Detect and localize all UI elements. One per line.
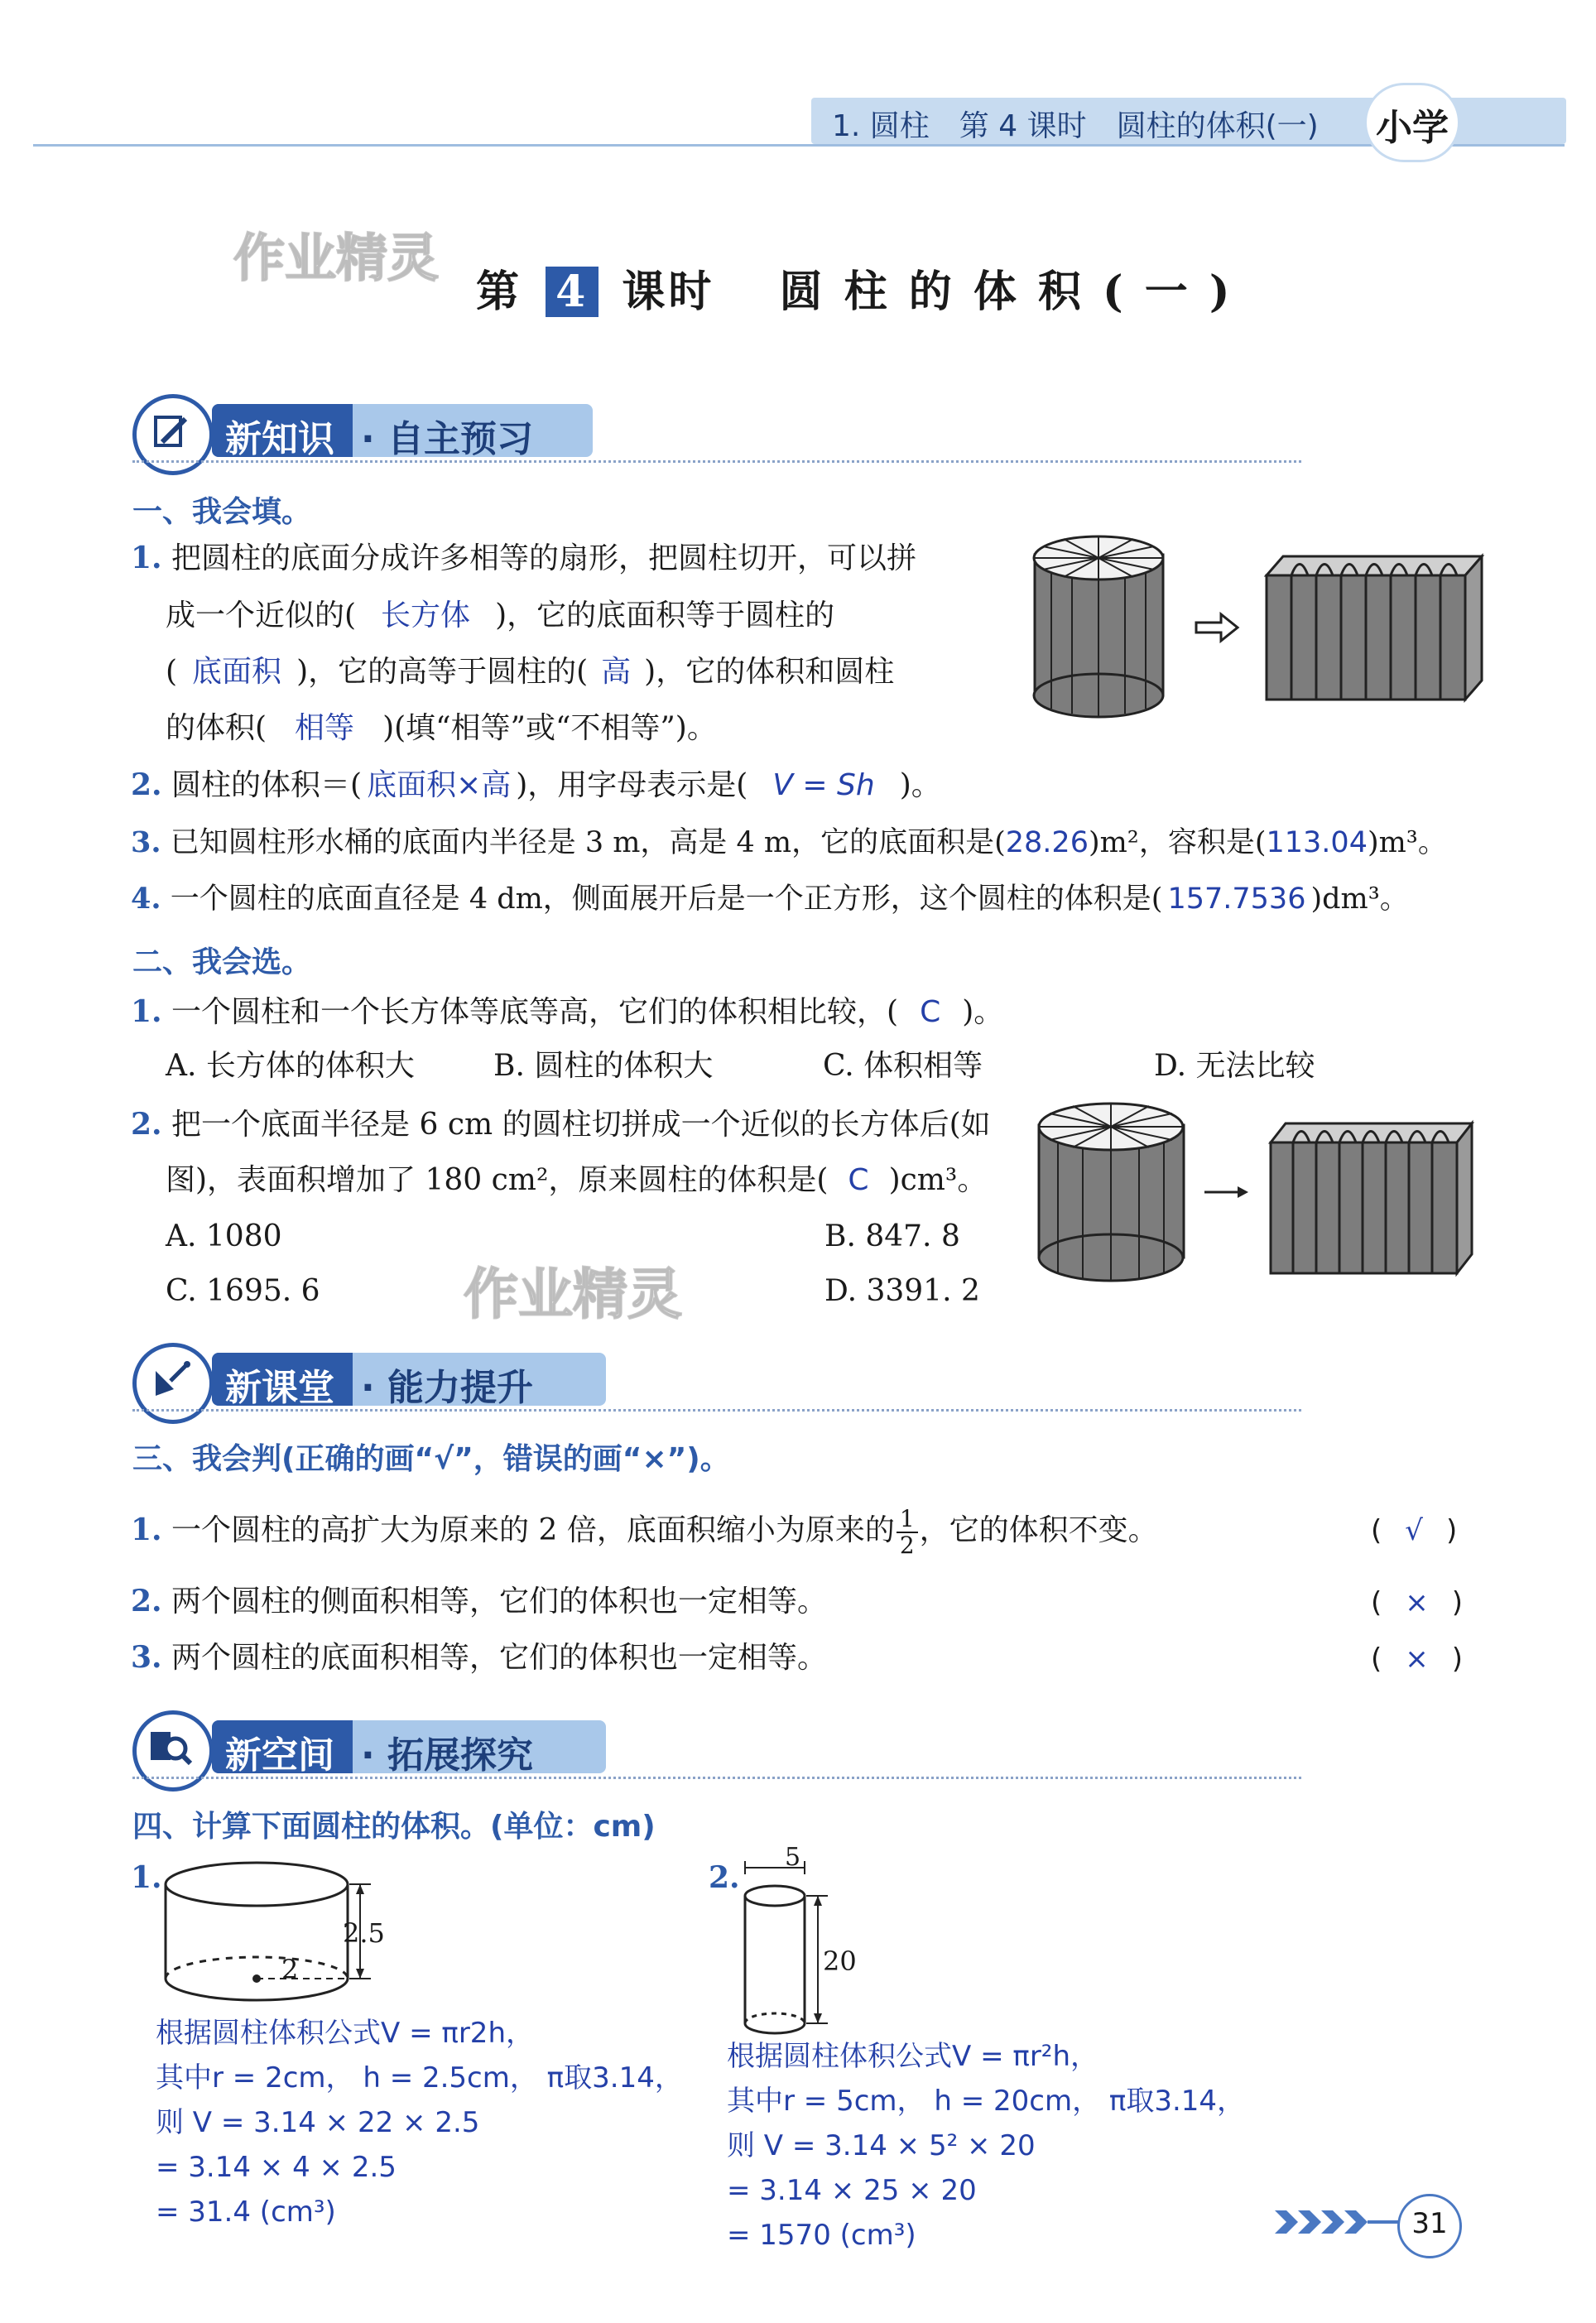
q-num: 2. [131,1584,162,1618]
q-text: 两个圆柱的底面积相等，它们的体积也一定相等。 [171,1641,828,1675]
p4-q2-num: 2. [709,1860,740,1895]
arrow-icon [1204,1186,1248,1198]
q-num: 1. [131,541,162,575]
prism-drawing [1267,556,1482,700]
p4-q2-solution-1: 根据圆柱体积公式V = πr²h， [727,2040,1098,2073]
answer: × [1405,1586,1429,1619]
answer: 157.7536 [1167,883,1306,916]
cylinder-cut-figure-1 [1026,530,1490,720]
q-text: 图)，表面积增加了 180 cm²，原来圆柱的体积是( [166,1163,829,1197]
q-text: 一个圆柱的底面直径是 4 dm，侧面展开后是一个正方形，这个圆柱的体积是( [170,883,1163,916]
answer: 底面积 [192,655,282,689]
part4-heading: 四、计算下面圆柱的体积。(单位：cm) [132,1810,656,1844]
p4-q2-solution-5: = 1570 (cm³) [727,2219,916,2252]
q-text: )m²，容积是( [1088,826,1267,859]
p4-q1-solution-3: 则 V = 3.14 × 22 × 2.5 [156,2106,480,2139]
banner-subtitle: · 拓展探究 [361,1734,534,1777]
p3-q2 [131,1581,827,1622]
p4-q1-solution-5: = 31.4 (cm³) [156,2196,336,2229]
p2-q1-option-a: A. 长方体的体积大 [166,1049,415,1083]
fraction-denominator: 2 [899,1532,915,1559]
p1-q1-line1 [131,538,916,579]
q-text: )dm³。 [1310,883,1409,916]
answer: C [920,995,941,1029]
watermark: 作业精灵 [233,228,440,288]
answer: 底面积×高 [367,768,512,802]
p2-q1-option-b: B. 圆柱的体积大 [493,1049,714,1083]
answer: V = Sh [772,768,875,802]
p1-q3 [131,823,1447,863]
cylinder-drawing [1034,536,1163,717]
p2-q1 [131,992,1003,1032]
q-text: 圆柱的体积＝( [171,768,363,802]
p2-q2-line2 [166,1161,987,1200]
p4-q2-diameter-label: 5 [785,1843,801,1872]
answer: 相等 [295,711,355,745]
title-number: 4 [546,267,598,317]
p1-q1-line2 [166,596,834,636]
fraction-numerator: 1 [897,1507,918,1533]
q-text: 已知圆柱形水桶的底面内半径是 3 m，高是 4 m，它的底面积是( [170,826,1006,859]
lesson-title [476,257,1233,319]
p4-q2-solution-4: = 3.14 × 25 × 20 [727,2174,977,2207]
p3-q3-judge: ( × ) [1371,1642,1464,1676]
section-banner-2 [132,1338,613,1421]
p2-q2-option-d: D. 3391. 2 [824,1274,980,1308]
answer: 113.04 [1266,826,1368,859]
section-banner-1 [132,389,596,472]
p2-q1-option-d: D. 无法比较 [1154,1049,1315,1083]
q-num: 2. [131,767,162,802]
magnifier-icon [147,1725,194,1770]
cylinder-drawing [1039,1104,1184,1281]
q-text: 的体积( [166,711,267,745]
q-num: 3. [131,1640,162,1675]
p3-q1 [131,1507,1158,1558]
p2-q2-option-c: C. 1695. 6 [166,1274,320,1308]
q-num: 1. [131,994,162,1029]
title-prefix: 第 [476,267,523,317]
q-text: ，它的体积不变。 [919,1513,1158,1547]
p4-q2-height-label: 20 [823,1945,857,1977]
fraction [897,1507,918,1558]
p1-q1-line4 [166,709,717,748]
section-divider-1 [132,460,1301,463]
q-text: 一个圆柱和一个长方体等底等高，它们的体积相比较，( [171,995,899,1029]
p3-q2-judge: ( × ) [1371,1586,1464,1619]
p4-q1-solution-1: 根据圆柱体积公式V = πr2h， [156,2017,534,2050]
q-num: 1. [131,1513,162,1547]
p4-q2-solution-2: 其中r = 5cm， h = 20cm， π取3.14， [727,2085,1246,2118]
p2-q2-line1 [131,1104,991,1145]
p1-q1-line3 [166,652,894,692]
header-breadcrumb: 1. 圆柱 第 4 课时 圆柱的体积(一) [832,109,1319,143]
part2-heading: 二、我会选。 [132,945,312,979]
p3-q3 [131,1638,827,1678]
q-text: 把一个底面半径是 6 cm 的圆柱切拼成一个近似的长方体后(如 [171,1108,991,1142]
p3-q1-judge: ( √ ) [1371,1514,1458,1547]
edit-icon [151,411,192,452]
part3-heading: 三、我会判(正确的画“√”，错误的画“×”)。 [132,1442,730,1476]
q-text: )。 [962,995,1004,1029]
q-text: )cm³。 [888,1163,988,1197]
answer: 28.26 [1005,826,1089,859]
page-number: 31 [1411,2207,1448,2240]
part1-heading: 一、我会填。 [132,495,312,529]
banner-title: 新空间 [225,1734,334,1777]
p1-q2 [131,765,941,806]
answer: √ [1405,1514,1423,1547]
q-text: )，它的体积和圆柱 [644,655,895,689]
section-banner-3 [132,1705,613,1788]
banner-title: 新课堂 [225,1367,334,1409]
q-text: 一个圆柱的高扩大为原来的 2 倍，底面积缩小为原来的 [171,1513,895,1547]
p4-q1-height-label: 2.5 [343,1917,385,1949]
q-text: ( [166,655,178,689]
p1-q4 [131,879,1409,919]
p4-q2-solution-3: 则 V = 3.14 × 5² × 20 [727,2129,1036,2162]
arrow-icon [1196,614,1238,641]
q-text: 把圆柱的底面分成许多相等的扇形，把圆柱切开，可以拼 [171,541,917,575]
p2-q1-option-c: C. 体积相等 [823,1049,983,1083]
cylinder-cut-figure-2 [1035,1097,1482,1287]
prism-drawing [1271,1123,1472,1273]
p2-q2-option-b: B. 847. 8 [824,1219,960,1253]
p4-q1-solution-2: 其中r = 2cm， h = 2.5cm， π取3.14， [156,2061,683,2095]
answer: 高 [601,655,632,689]
watermark: 作业精灵 [464,1262,682,1326]
q-text: )，它的高等于圆柱的( [296,655,589,689]
q-text: )m³。 [1367,826,1447,859]
q-text: 两个圆柱的侧面积相等，它们的体积也一定相等。 [171,1585,828,1618]
q-text: )。 [899,768,941,802]
title-suffix: 课时 圆 柱 的 体 积 ( 一 ) [622,267,1233,317]
p4-q1-solution-4: = 3.14 × 4 × 2.5 [156,2151,397,2184]
section-divider-3 [132,1777,1301,1779]
answer: × [1405,1642,1429,1676]
q-text: )(填“相等”或“不相等”)。 [382,711,717,745]
p2-q2-option-a: A. 1080 [166,1219,282,1253]
answer: 长方体 [381,599,471,632]
banner-title: 新知识 [225,418,334,460]
chevrons-icon [1275,2205,1399,2239]
q-num: 3. [131,825,161,859]
p4-q1-radius-label: 2 [281,1954,299,1985]
banner-subtitle: · 能力提升 [361,1367,534,1409]
banner-subtitle: · 自主预习 [361,418,534,460]
header-brand: 小学 [1376,107,1449,149]
satellite-icon [149,1358,194,1402]
q-text: 成一个近似的( [166,599,357,632]
p4-q1-num: 1. [131,1860,162,1895]
section-divider-2 [132,1409,1301,1412]
answer: C [848,1163,869,1197]
q-text: )，它的底面积等于圆柱的 [495,599,835,632]
q-num: 2. [131,1107,162,1142]
q-text: )，用字母表示是( [516,768,748,802]
q-num: 4. [131,882,161,916]
